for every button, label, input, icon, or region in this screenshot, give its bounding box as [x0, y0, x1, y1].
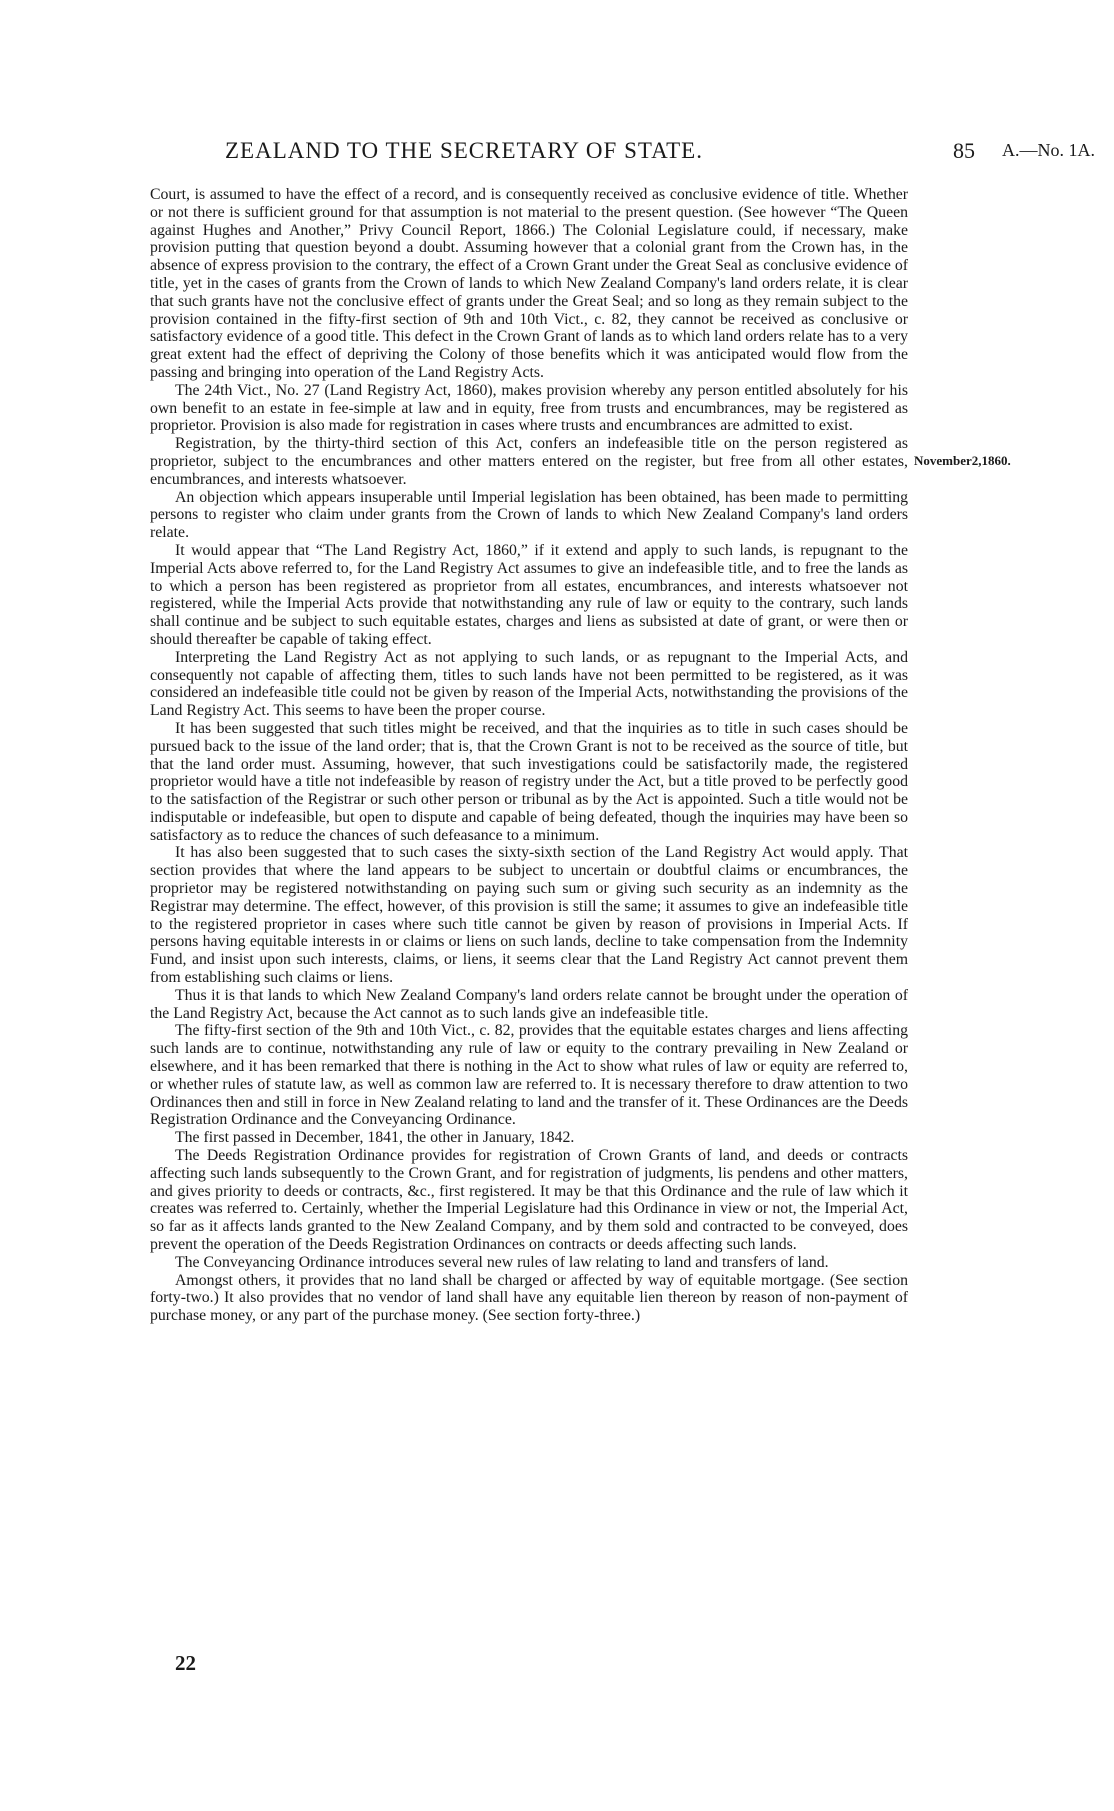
page-header: [0, 138, 1114, 168]
page-number: 85: [953, 138, 975, 163]
body-text: [150, 186, 908, 1325]
paragraph: The fifty-first section of the 9th and 10th Vict., c. 82, provides that the equitable estates charges and liens affecting such lands are to continue, notwithstanding any rule of law or equity to the contrary prevailing in New Zealand or elsewhere, and it has been remarked that there is nothing in the Act to show what rules of law or equity are referred to, or whether rules of statute law, as well as common law are referred to. It is necessary therefore to draw attention to two Ordinances then and still in force in New Zealand relating to land and the transfer of it. These Ordinances are the Deeds Registration Ordinance and the Conveyancing Ordinance.: [150, 1022, 908, 1129]
signature-mark: 22: [175, 1651, 196, 1675]
paragraph: The Deeds Registration Ordinance provides for registration of Crown Grants of land, and deeds or contracts affecting such lands subsequently to the Crown Grant, and for registration of judgments, lis pendens and other matters, and gives priority to deeds or contracts, &c., first registered. It may be that this Ordinance and the rule of law which it creates was referred to. Certainly, whether the Imperial Legislature had this Ordinance in view or not, the Imperial Act, so far as it affects lands granted to the New Zealand Company, and by them sold and contracted to be conveyed, does prevent the operation of the Deeds Registration Ordinances on contracts or deeds affecting such lands.: [150, 1147, 908, 1254]
paragraph: An objection which appears insuperable until Imperial legislation has been obtained, has been made to permitting persons to register who claim under grants from the Crown of lands to which New Zealand Company's land orders relate.: [150, 488, 908, 542]
paragraph: It has been suggested that such titles might be received, and that the inquiries as to title in such cases should be pursued back to the issue of the land order; that is, that the Crown Grant is not to be received as the source of title, but that the land order must. Assuming, however, that such investigations could be satisfactorily made, the registered proprietor would have a title not indefeasible by reason of registry under the Act, but a title proved to be perfectly good to the satisfaction of the Registrar or such other person or tribunal as by the Act is appointed. Such a title would not be indisputable or indefeasible, but open to dispute and capable of being defeated, though the inquiries may have been so satisfactory as to reduce the chances of such defeasance to a minimum.: [150, 719, 908, 844]
paragraph: Amongst others, it provides that no land shall be charged or affected by way of equitable mortgage. (See section forty-two.) It also provides that no vendor of land shall have any equitable lien thereon by reason of non-payment of purchase money, or any part of the purchase money. (See section forty-three.): [150, 1271, 908, 1325]
paragraph: It would appear that “The Land Registry Act, 1860,” if it extend and apply to such lands, is repugnant to the Imperial Acts above referred to, for the Land Registry Act assumes to give an indefeasible title, and to free the lands as to which a person has been registered as proprietor from all estates, encumbrances, and interests whatsoever not registered, while the Imperial Acts provide that notwithstanding any rule of law or equity to the contrary, such lands shall continue and be subject to such equitable estates, charges and liens as subsisted at date of grant, or were then or should thereafter be capable of taking effect.: [150, 541, 908, 648]
paragraph: The first passed in December, 1841, the other in January, 1842.: [175, 1129, 575, 1147]
paragraph: Thus it is that lands to which New Zealand Company's land orders relate cannot be brought under the operation of the Land Registry Act, because the Act cannot as to such lands give an indefeasible title.: [150, 986, 908, 1022]
document-reference: A.—No. 1A.: [1002, 140, 1095, 160]
paragraph: Interpreting the Land Registry Act as not applying to such lands, or as repugnant to the Imperial Acts, and consequently not capable of affecting them, titles to such lands have not been permitted to be registered, as it was considered an indefeasible title could not be given by reason of the Imperial Acts, notwithstanding the provisions of the Land Registry Act. This seems to have been the proper course.: [150, 648, 908, 720]
paragraph: The 24th Vict., No. 27 (Land Registry Act, 1860), makes provision whereby any person entitled absolutely for his own benefit to an estate in fee-simple at law and in equity, free from trusts and encumbrances, may be registered as proprietor. Provision is also made for registration in cases where trusts and encumbrances are admitted to exist.: [150, 381, 908, 435]
paragraph: It has also been suggested that to such cases the sixty-sixth section of the Land Registry Act would apply. That section provides that where the land appears to be subject to uncertain or doubtful claims or encumbrances, the proprietor may be registered notwithstanding on paying such sum or giving such security as an indemnity as the Registrar may determine. The effect, however, of this provision is still the same; it assumes to give an indefeasible title to the registered proprietor in cases where such title cannot be given by reason of provisions in Imperial Acts. If persons having equitable interests in or claims or liens on such lands, decline to take compensation from the Indemnity Fund, and insist upon such interests, claims, or liens, it seems clear that the Land Registry Act cannot prevent them from establishing such claims or liens.: [150, 844, 908, 987]
paragraph: The Conveyancing Ordinance introduces several new rules of law relating to land and transfers of land.: [175, 1253, 829, 1271]
paragraph: Court, is assumed to have the effect of a record, and is consequently received as conclusive evidence of title. Whether or not there is sufficient ground for that assumption is not material to the present question. (See however “The Queen against Hughes and Another,” Privy Council Report, 1866.) The Colonial Legislature could, if necessary, make provision putting that question beyond a doubt. Assuming however that a colonial grant from the Crown has, in the absence of express provision to the contrary, the effect of a Crown Grant under the Great Seal as conclusive evidence of title, yet in the cases of grants from the Crown of lands to which New Zealand Company's land orders relate, it is clear that such grants have not the conclusive effect of grants under the Great Seal; and so long as they remain subject to the provision contained in the fifty-first section of 9th and 10th Vict., c. 82, they cannot be received as conclusive or satisfactory evidence of a good title. This defect in the Crown Grant of lands as to which land orders relate has to a very great extent had the effect of depriving the Colony of those benefits which it was anticipated would flow from the passing and bringing into operation of the Land Registry Acts.: [150, 186, 908, 381]
margin-date-note: November2,1860.: [914, 453, 1011, 468]
running-title: ZEALAND TO THE SECRETARY OF STATE.: [225, 138, 703, 163]
paragraph: Registration, by the thirty-third section of this Act, confers an indefeasible title on the person registered as proprietor, subject to the encumbrances and other matters entered on the register, but free from all other estates, encumbrances, and interests whatsoever.: [150, 435, 908, 488]
